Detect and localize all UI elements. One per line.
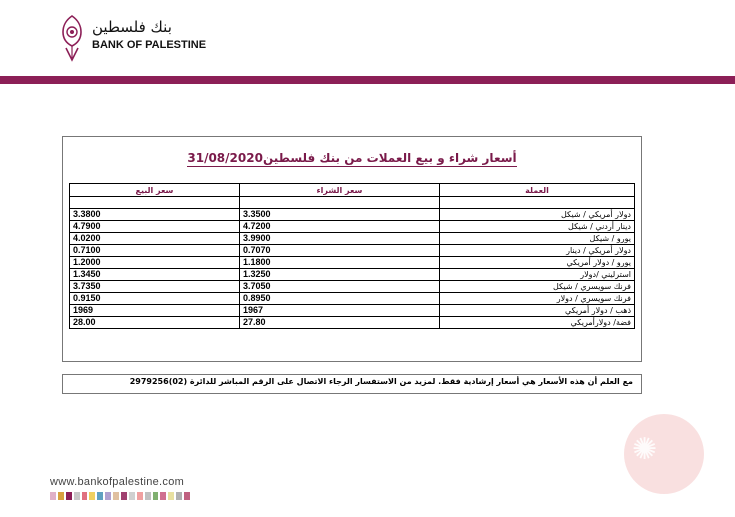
table-row [70,221,635,233]
color-stripe [97,492,103,500]
cell-sell: 4.7900 [70,221,240,233]
header-band [0,76,735,84]
cell-currency: فضة/ دولارأمريكي [440,317,635,329]
cell-sell: 1969 [70,305,240,317]
color-stripe [82,492,88,500]
column-header-buy: سعر الشراء [239,184,439,197]
color-stripe [58,492,64,500]
rates-title-text: أسعار شراء و بيع العملات من بنك فلسطين31/08/2020 [187,151,517,165]
column-header-sell: سعر البيع [70,184,240,197]
cell-sell: 1.3450 [70,269,240,281]
color-stripe [66,492,72,500]
color-stripe [137,492,143,500]
cell-buy: 3.7050 [239,281,439,293]
cell-sell: 0.9150 [70,293,240,305]
cell-sell: 28.00 [70,317,240,329]
table-row [70,269,635,281]
bank-logo [60,14,207,66]
table-spacer-row [70,197,635,209]
brand-arabic: بنك فلسطين [92,18,172,36]
table-row [70,293,635,305]
cell-currency: استرليني /دولار [440,269,635,281]
table-header-row [70,184,635,197]
table-row [70,245,635,257]
color-stripe [113,492,119,500]
cell-currency: يورو / دولار أمريكي [440,257,635,269]
color-stripe [153,492,159,500]
color-stripe [168,492,174,500]
color-stripe [121,492,127,500]
cell-sell: 0.7100 [70,245,240,257]
cell-buy: 4.7200 [239,221,439,233]
cell-sell: 3.7350 [70,281,240,293]
rates-table-body [70,209,635,329]
cell-buy: 1967 [239,305,439,317]
table-row [70,305,635,317]
color-stripe [129,492,135,500]
color-stripe [176,492,182,500]
cell-buy: 3.3500 [239,209,439,221]
color-stripe [145,492,151,500]
table-row [70,281,635,293]
color-stripe [89,492,95,500]
disclaimer-note: مع العلم أن هذه الأسعار هي أسعار إرشادية فقط. لمزيد من الاستفسار الرجاء الاتصال على الرقم المباشر للدائرة (02)2979256 [62,374,642,394]
cell-currency: فرنك سويسري / شيكل [440,281,635,293]
cell-sell: 4.0200 [70,233,240,245]
rates-card [62,136,642,362]
cell-currency: فرنك سويسري / دولار [440,293,635,305]
cell-currency: ذهب / دولار أمريكي [440,305,635,317]
cell-buy: 3.9900 [239,233,439,245]
color-stripe [105,492,111,500]
footer-color-stripes [50,492,190,500]
cell-buy: 0.7070 [239,245,439,257]
rates-table [69,183,635,329]
footer-url[interactable]: www.bankofpalestine.com [50,476,185,488]
cell-currency: دينار أردني / شيكل [440,221,635,233]
table-row [70,257,635,269]
cell-currency: يورو / شيكل [440,233,635,245]
cell-currency: دولار أمريكي / شيكل [440,209,635,221]
column-header-currency: العملة [440,184,635,197]
bank-emblem-icon [60,14,84,62]
cell-sell: 3.3800 [70,209,240,221]
color-stripe [74,492,80,500]
watermark-logo-icon: ✺ [632,432,658,467]
table-row [70,233,635,245]
rates-title [63,151,641,165]
cell-buy: 27.80 [239,317,439,329]
color-stripe [184,492,190,500]
brand-english: BANK OF PALESTINE [92,39,207,51]
color-stripe [160,492,166,500]
cell-currency: دولار أمريكي / دينار [440,245,635,257]
cell-buy: 1.1800 [239,257,439,269]
cell-buy: 1.3250 [239,269,439,281]
cell-sell: 1.2000 [70,257,240,269]
color-stripe [50,492,56,500]
table-row [70,209,635,221]
cell-buy: 0.8950 [239,293,439,305]
table-row [70,317,635,329]
